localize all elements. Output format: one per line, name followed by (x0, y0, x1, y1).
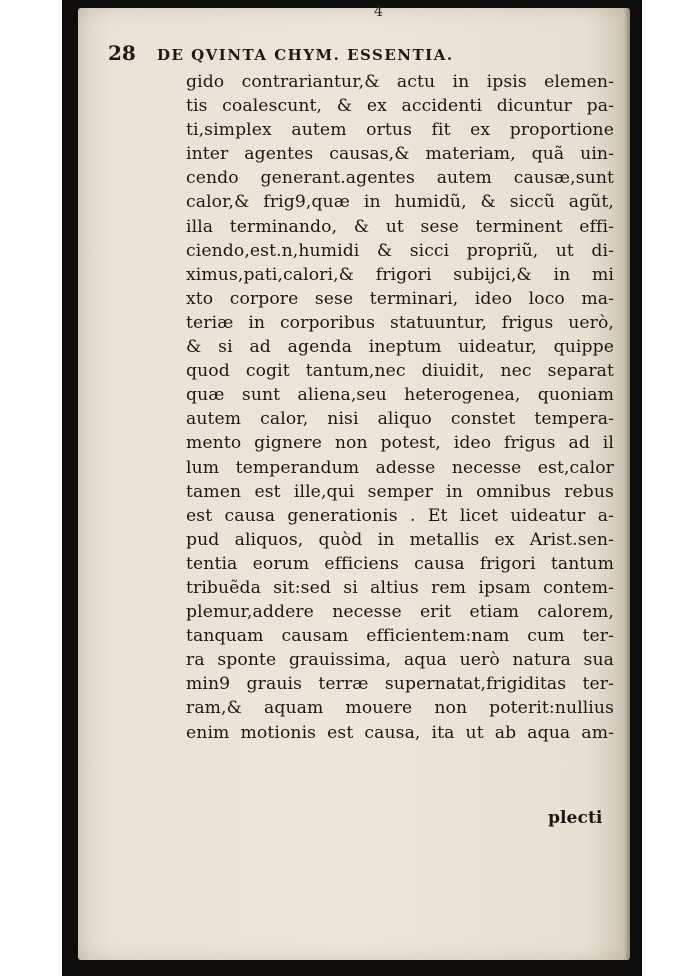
text-line: teriæ in corporibus statuuntur, frigus uerò, (186, 312, 614, 333)
text-line: quod cogit tantum,nec diuidit, nec separat (186, 361, 614, 382)
text-line: tentia eorum efficiens causa frigori tantum (186, 553, 614, 574)
page-edge-shadow (624, 8, 630, 960)
text-line: ram,& aquam mouere non poterit:nullius (186, 698, 614, 719)
text-line: ciendo,est.n,humidi & sicci propriũ, ut di- (186, 240, 614, 261)
text-line: enim motionis est causa, ita ut ab aqua am- (186, 722, 614, 743)
text-line: mento gignere non potest, ideo frigus ad il (186, 433, 614, 454)
text-line: ra sponte grauissima, aqua uerò natura sua (186, 650, 614, 671)
body-text (186, 70, 614, 745)
text-line: quæ sunt aliena,seu heterogenea, quoniam (186, 385, 614, 406)
text-line: est causa generationis . Et licet uideatur a- (186, 505, 614, 526)
text-line: cendo generant.agentes autem causæ,sunt (186, 168, 614, 189)
text-line: gido contrariantur,& actu in ipsis elemen- (186, 72, 614, 92)
text-line: ximus,pati,calori,& frigori subijci,& in mi (186, 264, 614, 285)
text-line: lum temperandum adesse necesse est,calor (186, 457, 614, 478)
text-line: tanquam causam efficientem:nam cum ter- (186, 626, 614, 647)
text-line: illa terminando, & ut sese terminent effi- (186, 216, 614, 237)
text-line: pud aliquos, quòd in metallis ex Arist.sen- (186, 529, 614, 550)
text-line: xto corpore sese terminari, ideo loco ma- (186, 288, 614, 309)
page-header (108, 41, 454, 65)
running-head: DE QVINTA CHYM. ESSENTIA. (156, 46, 454, 64)
text-line: tamen est ille,qui semper in omnibus rebus (186, 481, 614, 502)
text-line: calor,& frig9,quæ in humidũ, & siccũ agũt, (186, 192, 614, 213)
catchword: plecti (548, 808, 603, 828)
page-number: 28 (108, 41, 136, 65)
text-line: plemur,addere necesse erit etiam calorem, (186, 602, 614, 623)
text-line: inter agentes causas,& materiam, quã uin- (186, 144, 614, 165)
text-line: autem calor, nisi aliquo constet tempera- (186, 409, 614, 430)
text-line: tribuẽda sit:sed si altius rem ipsam contem- (186, 577, 614, 598)
text-line: & si ad agenda ineptum uideatur, quippe (186, 337, 614, 358)
text-line: min9 grauis terræ supernatat,frigiditas ter- (186, 674, 614, 695)
text-line: tis coalescunt, & ex accidenti dicuntur pa- (186, 96, 614, 117)
top-signature-mark: 4 (374, 4, 383, 20)
text-line: ti,simplex autem ortus fit ex proportione (186, 120, 614, 141)
